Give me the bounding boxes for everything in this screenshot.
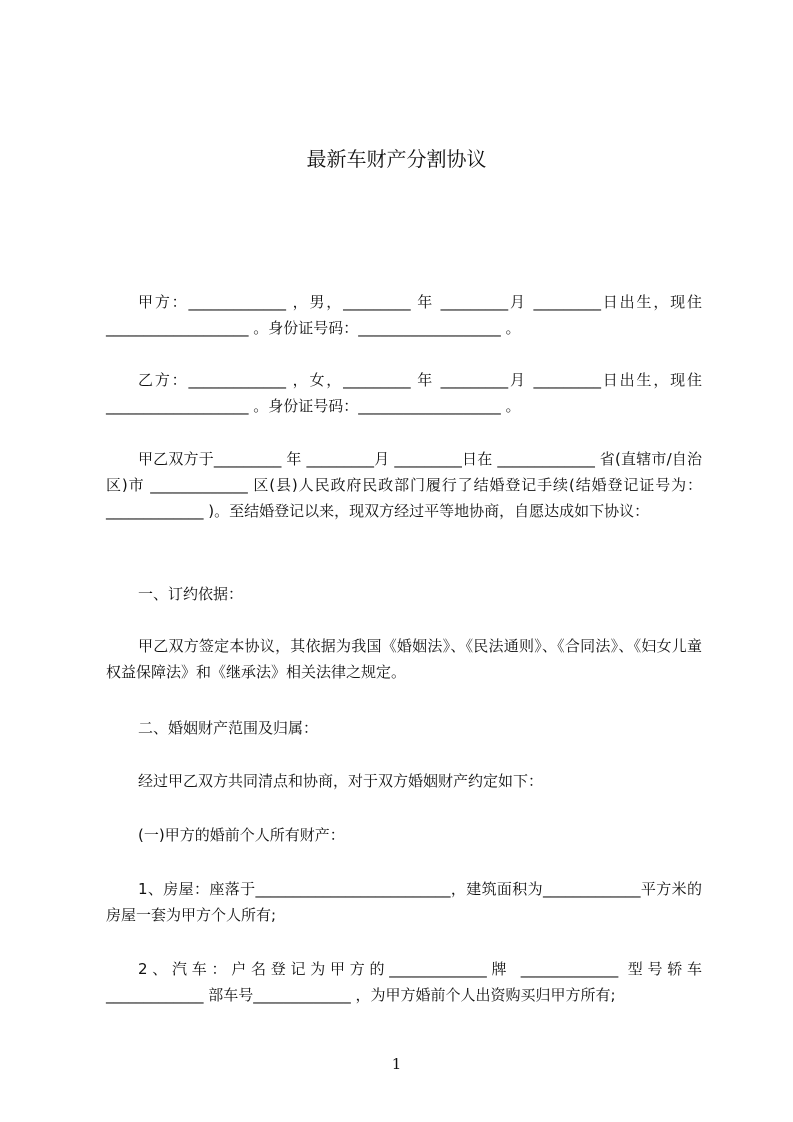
property-intro-paragraph [106, 768, 702, 794]
basis-paragraph [106, 633, 702, 685]
subsection-heading-a [106, 822, 702, 848]
document-title: 最新车财产分割协议 [306, 147, 487, 171]
paragraph-text: 甲乙双方签定本协议，其依据为我国《婚姻法》、《民法通则》、《合同法》、《妇女儿童权益保障法》和《继承法》相关法律之规定。 [106, 637, 702, 681]
page-number: 1 [391, 1055, 402, 1073]
house-paragraph [106, 876, 702, 928]
heading-text: (一)甲方的婚前个人所有财产： [138, 826, 345, 844]
car-paragraph [106, 956, 702, 1008]
paragraph-text: 经过甲乙双方共同清点和协商，对于双方婚姻财产约定如下： [138, 772, 544, 790]
paragraph-text: 2、汽车：户名登记为甲方的_____________牌 _____________ 型号轿车_____________ 部车号_____________ ，为甲方婚前个人出资购买归甲方所有; [106, 960, 702, 1004]
paragraph-text: 乙方：_____________ ，女，_________ 年 _________月 _________日出生，现住___________________ 。身份证号码：___________________ 。 [106, 371, 702, 415]
marriage-registration-paragraph [106, 446, 702, 524]
section-heading-property [106, 715, 702, 741]
section-heading-basis [106, 581, 702, 607]
party-b-paragraph [106, 367, 702, 419]
paragraph-text: 甲乙双方于_________ 年 _________月 _________日在 _____________ 省(直辖市/自治区)市 _____________ 区(县)人民政府民政部门履行了结婚登记手续(结婚登记证号为： _____________ )。至结婚登记以来，现双方经过平等地协商，自愿达成如下协议： [106, 450, 702, 520]
heading-text: 一、订约依据： [138, 585, 244, 603]
party-a-paragraph [106, 289, 702, 341]
paragraph-text: 1、房屋：座落于__________________________，建筑面积为_____________平方米的房屋一套为甲方个人所有; [106, 880, 702, 924]
heading-text: 二、婚姻财产范围及归属： [138, 719, 319, 737]
paragraph-text: 甲方：_____________ ，男，_________ 年 _________月 _________日出生，现住___________________ 。身份证号码：___________________ 。 [106, 293, 702, 337]
